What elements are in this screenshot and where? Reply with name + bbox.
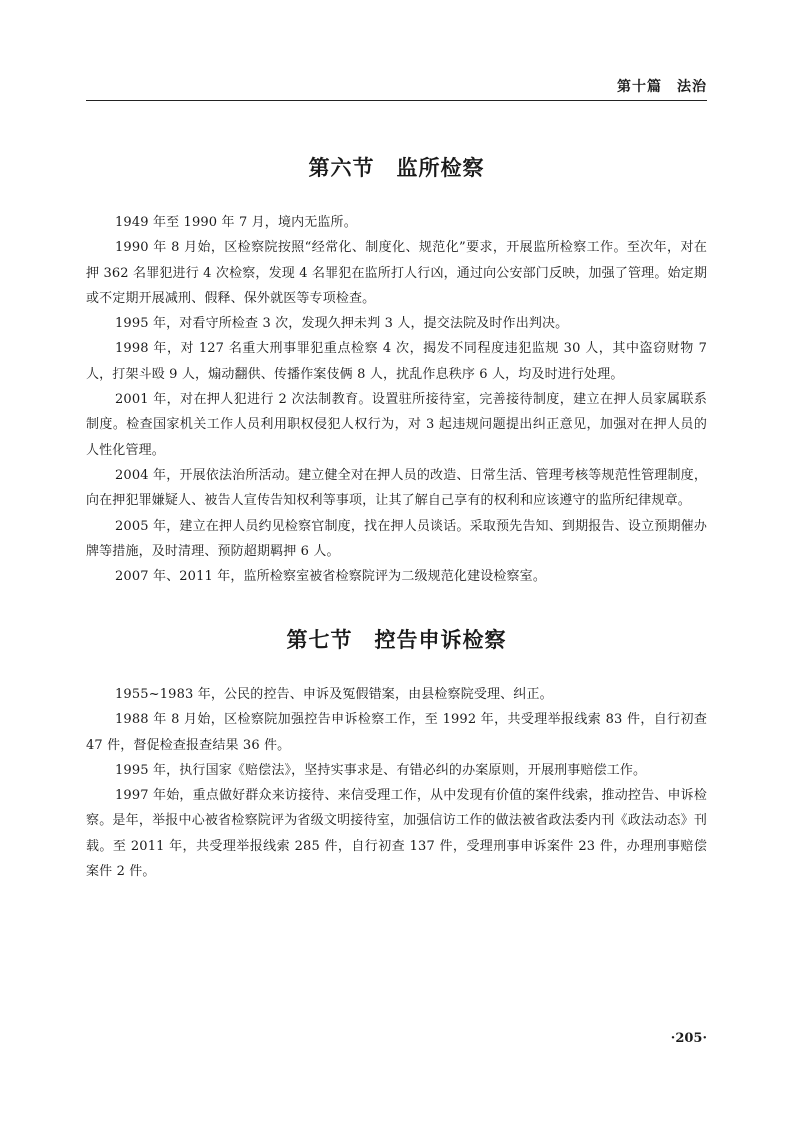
paragraph: 1988 年 8 月始，区检察院加强控告申诉检察工作，至 1992 年，共受理举报线索 83 件，自行初查 47 件，督促检查报查结果 36 件。 <box>86 712 707 753</box>
paragraph: 1995 年，对看守所检查 3 次，发现久押未判 3 人，提交法院及时作出判决。 <box>115 316 569 332</box>
section-6-title: 第六节 监所检察 <box>308 156 485 180</box>
section-7-title: 第七节 控告申诉检察 <box>286 628 507 652</box>
paragraph: 2004 年，开展依法治所活动。建立健全对在押人员的改造、日常生活、管理考核等规范性管理制度，向在押犯罪嫌疑人、被告人宣传告知权利等事项，让其了解自己享有的权利和应该遵守的监所纪律规章。 <box>86 467 707 509</box>
paragraph: 1955~1983 年，公民的控告、申诉及冤假错案，由县检察院受理、纠正。 <box>115 687 553 702</box>
header-divider <box>86 100 707 101</box>
paragraph: 2007 年、2011 年，监所检察室被省检察院评为二级规范化建设检察室。 <box>115 569 546 585</box>
paragraph: 1995 年，执行国家《赔偿法》，坚持实事求是、有错必纠的办案原则，开展刑事赔偿工作。 <box>115 762 647 778</box>
section-7-body <box>86 682 707 884</box>
section-6-body <box>86 210 707 589</box>
paragraph: 1997 年始，重点做好群众来访接待、来信受理工作，从中发现有价值的案件线索，推动控告、申诉检察。是年，举报中心被省检察院评为省级文明接待室，加强信访工作的做法被省政法委内刊《政法动态》刊载。至 2011 年，共受理举报线索 285 件，自行初查 137 件，受理刑事申诉案件 23 件，办理刑事赔偿案件 2 件。 <box>86 788 707 880</box>
paragraph: 1998 年，对 127 名重大刑事罪犯重点检察 4 次，揭发不同程度违犯监规 30 人，其中盗窃财物 7 人，打架斗殴 9 人，煽动翻供、传播作案伎俩 8 人，扰乱作息秩序 6 人，均及时进行处理。 <box>86 341 707 382</box>
running-header: 第十篇 法治 <box>617 79 707 95</box>
page-number: ·205· <box>670 1031 707 1046</box>
paragraph: 2001 年，对在押人犯进行 2 次法制教育。设置驻所接待室，完善接待制度，建立在押人员家属联系制度。检查国家机关工作人员利用职权侵犯人权行为，对 3 起违规问题提出纠正意见，加强对在押人员的人性化管理。 <box>86 392 707 458</box>
paragraph: 1949 年至 1990 年 7 月，境内无监所。 <box>115 215 357 230</box>
paragraph: 2005 年，建立在押人员约见检察官制度，找在押人员谈话。采取预先告知、到期报告、设立预期催办牌等措施，及时清理、预防超期羁押 6 人。 <box>86 518 707 559</box>
paragraph: 1990 年 8 月始，区检察院按照“经常化、制度化、规范化”要求，开展监所检察工作。至次年，对在押 362 名罪犯进行 4 次检察，发现 4 名罪犯在监所打人行凶，通过向公安部门反映，加强了管理。始定期或不定期开展减刑、假释、保外就医等专项检查。 <box>86 240 707 306</box>
